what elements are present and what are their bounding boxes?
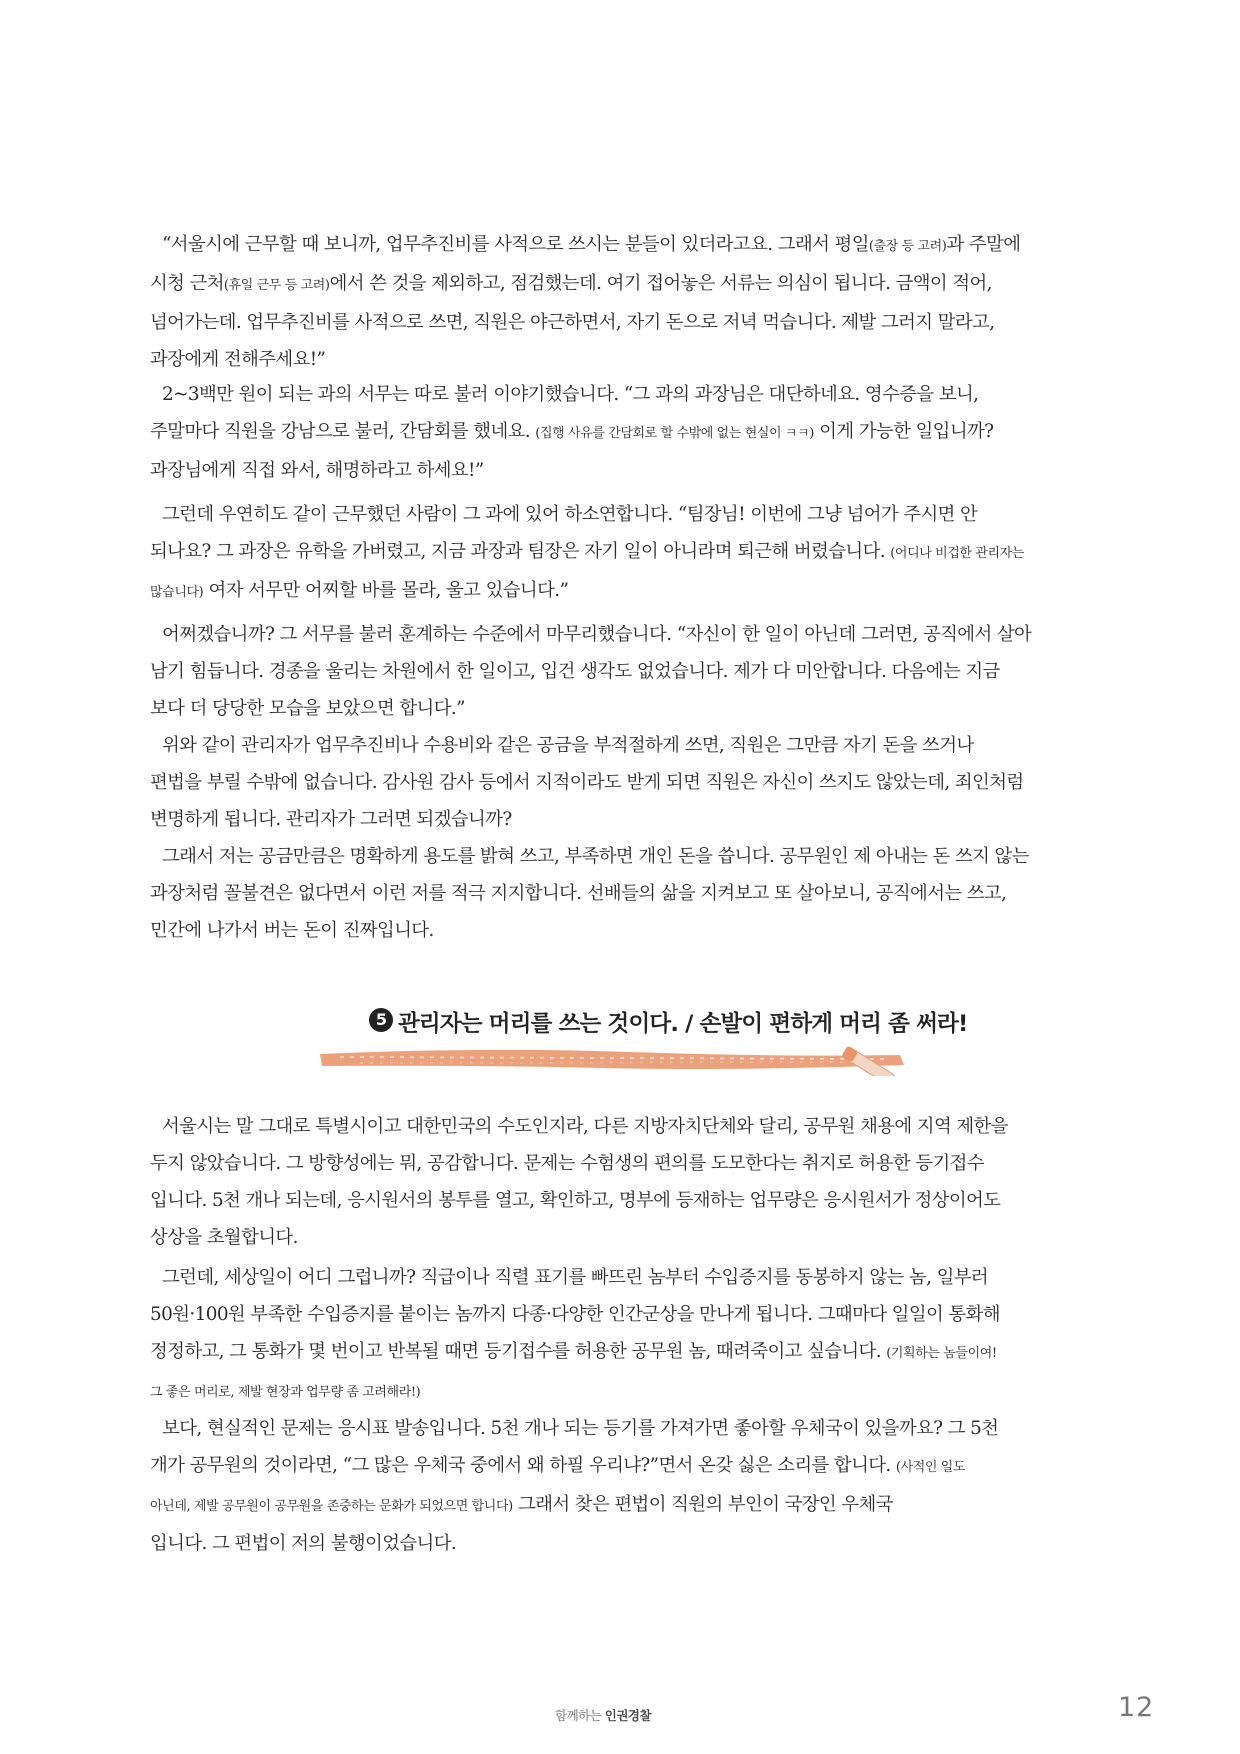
section-title-text: 관리자는 머리를 쓰는 것이다. / 손발이 편하게 머리 좀 써라! [398, 1011, 968, 1037]
paragraph-3: 그런데 우연히도 같이 근무했던 사람이 그 과에 있어 하소연합니다. “팀장님! 이번에 그냥 넘어가 주시면 안 되나요? 그 과장은 유학을 가버렸고, 지금 과장과 팀장은 자기 일이 아니라며 퇴근해 버렸습니다. (어디나 비겁한 관리자는 많습니다) 여자 서무만 어찌할 바를 몰라, 울고 있습니다.” [150, 504, 1024, 601]
paragraph-9: 보다, 현실적인 문제는 응시표 발송입니다. 5천 개나 되는 등기를 가져가면 좋아할 우체국이 있을까요? 그 5천 개가 공무원의 것이라면, “그 많은 우체국 중에서 왜 하필 우리냐?”면서 온갖 싫은 소리를 합니다. (사적인 일도 아닌데, 제발 공무원이 공무원을 존중하는 문화가 되었으면 합니다) 그래서 찾은 편법이 직원의 부인이 국장인 우체국 입니다. 그 편법이 저의 불행이었습니다. [150, 1418, 999, 1554]
chalk-underline [300, 1044, 960, 1076]
paragraph-7: 서울시는 말 그대로 특별시이고 대한민국의 수도인지라, 다른 지방자치단체와 달리, 공무원 채용에 지역 제한을 두지 않았습니다. 그 방향성에는 뭐, 공감합니다. 문제는 수험생의 편의를 도모한다는 취지로 허용한 등기접수 입니다. 5천 개나 되는데, 응시원서의 봉투를 열고, 확인하고, 명부에 등재하는 업무량은 응시원서가 정상이어도 상상을 초월합니다. [150, 1116, 1008, 1248]
paragraph-4: 어쩌겠습니까? 그 서무를 불러 훈계하는 수준에서 마무리했습니다. “자신이 한 일이 아닌데 그러면, 공직에서 살아 남기 힘듭니다. 경종을 울리는 차원에서 한 일이고, 입건 생각도 없었습니다. 제가 다 미안합니다. 다음에는 지금 보다 더 당당한 모습을 보았으면 합니다.” [150, 624, 1032, 719]
footer-brand: 함께하는 인권경찰 [555, 1708, 652, 1723]
section-number-badge: 5 [369, 1008, 393, 1032]
paragraph-5: 위와 같이 관리자가 업무추진비나 수용비와 같은 공금을 부적절하게 쓰면, 직원은 그만큼 자기 돈을 쓰거나 편법을 부릴 수밖에 없습니다. 감사원 감사 등에서 지적이라도 받게 되면 직원은 자신이 쓰지도 않았는데, 죄인처럼 변명하게 됩니다. 관리자가 그러면 되겠습니까? [150, 735, 1024, 830]
page-number: 12 [1118, 1692, 1155, 1723]
paragraph-6: 그래서 저는 공금만큼은 명확하게 용도를 밝혀 쓰고, 부족하면 개인 돈을 씁니다. 공무원인 제 아내는 돈 쓰지 않는 과장처럼 꼴불견은 없다면서 이런 저를 적극 지지합니다. 선배들의 삶을 지켜보고 또 살아보니, 공직에서는 쓰고, 민간에 나가서 버는 돈이 진짜입니다. [150, 846, 1029, 941]
section-heading [300, 1004, 968, 1076]
paragraph-2: 2~3백만 원이 되는 과의 서무는 따로 불러 이야기했습니다. “그 과의 과장님은 대단하네요. 영수증을 보니, 주말마다 직원을 강남으로 불러, 간담회를 했네요. (집행 사유를 간담회로 할 수밖에 없는 현실이 ㅋㅋ) 이게 가능한 일입니까? 과장님에게 직접 와서, 해명하라고 하세요!” [150, 384, 994, 481]
chalk-stroke [320, 1050, 904, 1069]
paragraph-8: 그런데, 세상일이 어디 그럽니까? 직급이나 직렬 표기를 빠뜨린 놈부터 수입증지를 동봉하지 않는 놈, 일부러 50원·100원 부족한 수입증지를 붙이는 놈까지 다종·다양한 인간군상을 만나게 됩니다. 그때마다 일일이 통화해 정정하고, 그 통화가 몇 번이고 반복될 때면 등기접수를 허용한 공무원 놈, 때려죽이고 싶습니다. (기획하는 놈들이여! 그 좋은 머리로, 제발 현장과 업무량 좀 고려해라!) [150, 1267, 1000, 1400]
paragraph-1: “서울시에 근무할 때 보니까, 업무추진비를 사적으로 쓰시는 분들이 있더라고요. 그래서 평일(출장 등 고려)과 주말에 시청 근처(휴일 근무 등 고려)에서 쓴 것을 제외하고, 점검했는데. 여기 접어놓은 서류는 의심이 됩니다. 금액이 적어, 넘어가는데. 업무추진비를 사적으로 쓰면, 직원은 야근하면서, 자기 돈으로 저녁 먹습니다. 제발 그러지 말라고, 과장에게 전해주세요!” [150, 234, 1021, 370]
